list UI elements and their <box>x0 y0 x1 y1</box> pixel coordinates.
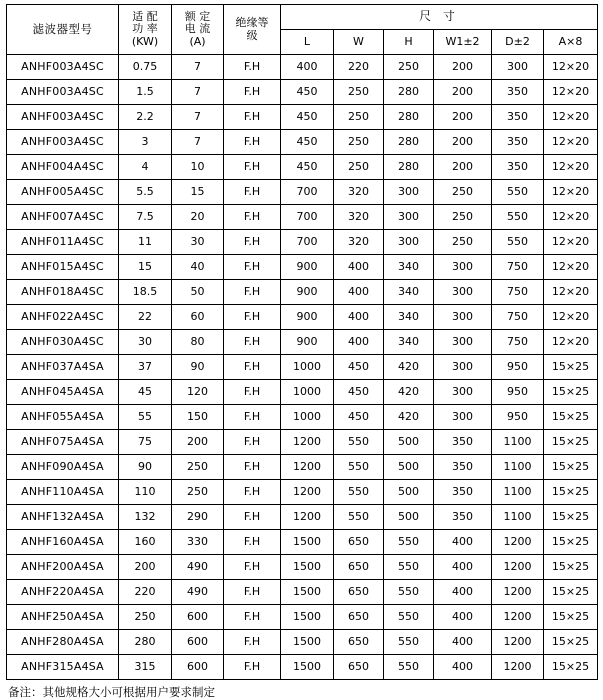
column-header-current-line1: 额 定 <box>184 9 211 23</box>
cell-length: 450 <box>281 155 334 180</box>
cell-width: 450 <box>334 405 384 430</box>
cell-a: 12×20 <box>544 180 598 205</box>
column-header-current-line2: 电 流 <box>184 22 211 36</box>
cell-a: 15×25 <box>544 455 598 480</box>
cell-current: 7 <box>172 80 224 105</box>
cell-insulation: F.H <box>224 530 281 555</box>
cell-model: ANHF110A4SA <box>7 480 119 505</box>
cell-d: 350 <box>492 80 544 105</box>
column-header-current-line3: (A) <box>189 34 206 48</box>
cell-a: 12×20 <box>544 205 598 230</box>
cell-length: 1500 <box>281 655 334 680</box>
column-header-h: H <box>384 30 434 55</box>
cell-width: 650 <box>334 605 384 630</box>
cell-d: 750 <box>492 330 544 355</box>
cell-model: ANHF007A4SC <box>7 205 119 230</box>
cell-power: 75 <box>119 430 172 455</box>
cell-power: 132 <box>119 505 172 530</box>
table-row <box>7 230 598 255</box>
cell-length: 1500 <box>281 605 334 630</box>
cell-insulation: F.H <box>224 305 281 330</box>
cell-model: ANHF011A4SC <box>7 230 119 255</box>
cell-insulation: F.H <box>224 130 281 155</box>
cell-power: 1.5 <box>119 80 172 105</box>
cell-a: 15×25 <box>544 505 598 530</box>
cell-length: 1200 <box>281 455 334 480</box>
cell-model: ANHF280A4SA <box>7 630 119 655</box>
cell-model: ANHF220A4SA <box>7 580 119 605</box>
cell-height: 550 <box>384 555 434 580</box>
cell-model: ANHF003A4SC <box>7 80 119 105</box>
cell-insulation: F.H <box>224 230 281 255</box>
cell-current: 490 <box>172 580 224 605</box>
cell-power: 11 <box>119 230 172 255</box>
table-row <box>7 80 598 105</box>
cell-w1: 350 <box>434 455 492 480</box>
cell-length: 900 <box>281 280 334 305</box>
cell-a: 15×25 <box>544 655 598 680</box>
cell-width: 650 <box>334 555 384 580</box>
column-header-w1: W1±2 <box>434 30 492 55</box>
cell-a: 15×25 <box>544 530 598 555</box>
cell-current: 150 <box>172 405 224 430</box>
cell-d: 1200 <box>492 630 544 655</box>
cell-length: 1000 <box>281 380 334 405</box>
table-row <box>7 180 598 205</box>
table-row <box>7 530 598 555</box>
cell-power: 18.5 <box>119 280 172 305</box>
cell-w1: 300 <box>434 405 492 430</box>
cell-a: 12×20 <box>544 280 598 305</box>
cell-d: 550 <box>492 180 544 205</box>
cell-d: 1200 <box>492 605 544 630</box>
cell-model: ANHF315A4SA <box>7 655 119 680</box>
cell-insulation: F.H <box>224 405 281 430</box>
cell-a: 12×20 <box>544 105 598 130</box>
cell-current: 20 <box>172 205 224 230</box>
cell-a: 12×20 <box>544 255 598 280</box>
cell-power: 280 <box>119 630 172 655</box>
cell-current: 10 <box>172 155 224 180</box>
cell-d: 550 <box>492 205 544 230</box>
cell-width: 250 <box>334 105 384 130</box>
table-row <box>7 380 598 405</box>
cell-insulation: F.H <box>224 480 281 505</box>
cell-insulation: F.H <box>224 205 281 230</box>
cell-d: 750 <box>492 280 544 305</box>
cell-model: ANHF250A4SA <box>7 605 119 630</box>
cell-w1: 300 <box>434 255 492 280</box>
cell-d: 1200 <box>492 555 544 580</box>
cell-w1: 400 <box>434 630 492 655</box>
cell-width: 650 <box>334 630 384 655</box>
cell-d: 1100 <box>492 480 544 505</box>
cell-height: 280 <box>384 155 434 180</box>
table-row <box>7 255 598 280</box>
cell-current: 15 <box>172 180 224 205</box>
cell-a: 12×20 <box>544 330 598 355</box>
cell-w1: 400 <box>434 555 492 580</box>
cell-insulation: F.H <box>224 555 281 580</box>
cell-current: 60 <box>172 305 224 330</box>
cell-length: 1000 <box>281 355 334 380</box>
cell-a: 15×25 <box>544 580 598 605</box>
cell-w1: 200 <box>434 80 492 105</box>
cell-length: 1500 <box>281 630 334 655</box>
cell-length: 450 <box>281 130 334 155</box>
cell-height: 300 <box>384 230 434 255</box>
column-header-d: D±2 <box>492 30 544 55</box>
cell-power: 250 <box>119 605 172 630</box>
column-header-insulation <box>224 5 281 55</box>
cell-insulation: F.H <box>224 155 281 180</box>
cell-power: 0.75 <box>119 55 172 80</box>
cell-width: 250 <box>334 80 384 105</box>
cell-length: 1200 <box>281 430 334 455</box>
cell-w1: 350 <box>434 480 492 505</box>
cell-w1: 250 <box>434 205 492 230</box>
filter-spec-table <box>6 4 598 680</box>
cell-d: 950 <box>492 380 544 405</box>
cell-height: 420 <box>384 380 434 405</box>
cell-a: 12×20 <box>544 55 598 80</box>
cell-width: 320 <box>334 180 384 205</box>
cell-model: ANHF018A4SC <box>7 280 119 305</box>
cell-height: 250 <box>384 55 434 80</box>
cell-current: 7 <box>172 55 224 80</box>
cell-current: 600 <box>172 605 224 630</box>
cell-current: 250 <box>172 455 224 480</box>
cell-model: ANHF022A4SC <box>7 305 119 330</box>
cell-w1: 300 <box>434 330 492 355</box>
cell-a: 15×25 <box>544 355 598 380</box>
cell-power: 110 <box>119 480 172 505</box>
cell-w1: 300 <box>434 280 492 305</box>
cell-current: 80 <box>172 330 224 355</box>
cell-length: 900 <box>281 255 334 280</box>
cell-insulation: F.H <box>224 655 281 680</box>
table-row <box>7 455 598 480</box>
cell-w1: 200 <box>434 130 492 155</box>
cell-height: 340 <box>384 255 434 280</box>
cell-current: 90 <box>172 355 224 380</box>
cell-height: 280 <box>384 80 434 105</box>
table-row <box>7 405 598 430</box>
cell-length: 1000 <box>281 405 334 430</box>
table-row <box>7 280 598 305</box>
cell-a: 15×25 <box>544 555 598 580</box>
cell-model: ANHF045A4SA <box>7 380 119 405</box>
cell-power: 220 <box>119 580 172 605</box>
cell-d: 1200 <box>492 530 544 555</box>
cell-power: 30 <box>119 330 172 355</box>
cell-insulation: F.H <box>224 430 281 455</box>
table-row <box>7 155 598 180</box>
cell-height: 550 <box>384 655 434 680</box>
table-row <box>7 655 598 680</box>
cell-current: 600 <box>172 655 224 680</box>
cell-w1: 250 <box>434 180 492 205</box>
cell-power: 22 <box>119 305 172 330</box>
cell-a: 12×20 <box>544 80 598 105</box>
table-body <box>7 55 598 680</box>
cell-height: 280 <box>384 105 434 130</box>
cell-power: 7.5 <box>119 205 172 230</box>
cell-a: 15×25 <box>544 480 598 505</box>
cell-length: 450 <box>281 105 334 130</box>
cell-w1: 250 <box>434 230 492 255</box>
cell-insulation: F.H <box>224 380 281 405</box>
cell-length: 1200 <box>281 505 334 530</box>
cell-current: 40 <box>172 255 224 280</box>
cell-a: 12×20 <box>544 305 598 330</box>
table-row <box>7 105 598 130</box>
cell-d: 950 <box>492 355 544 380</box>
cell-model: ANHF003A4SC <box>7 55 119 80</box>
table-row <box>7 505 598 530</box>
cell-w1: 300 <box>434 305 492 330</box>
column-header-insulation-line2: 级 <box>246 28 258 42</box>
cell-d: 550 <box>492 230 544 255</box>
cell-power: 160 <box>119 530 172 555</box>
cell-current: 30 <box>172 230 224 255</box>
cell-current: 200 <box>172 430 224 455</box>
cell-model: ANHF015A4SC <box>7 255 119 280</box>
column-header-power-line1: 适 配 <box>132 9 158 23</box>
cell-a: 12×20 <box>544 230 598 255</box>
column-header-power-line2: 功 率 <box>132 22 158 36</box>
cell-power: 2.2 <box>119 105 172 130</box>
cell-length: 700 <box>281 230 334 255</box>
cell-d: 1100 <box>492 430 544 455</box>
cell-height: 280 <box>384 130 434 155</box>
cell-power: 37 <box>119 355 172 380</box>
cell-length: 1500 <box>281 530 334 555</box>
cell-power: 3 <box>119 130 172 155</box>
cell-insulation: F.H <box>224 255 281 280</box>
table-row <box>7 305 598 330</box>
cell-insulation: F.H <box>224 580 281 605</box>
column-header-model: 滤波器型号 <box>7 5 119 55</box>
cell-model: ANHF005A4SC <box>7 180 119 205</box>
cell-length: 1200 <box>281 480 334 505</box>
cell-power: 45 <box>119 380 172 405</box>
cell-length: 1500 <box>281 555 334 580</box>
cell-current: 490 <box>172 555 224 580</box>
cell-w1: 200 <box>434 105 492 130</box>
cell-current: 250 <box>172 480 224 505</box>
cell-width: 320 <box>334 205 384 230</box>
cell-width: 400 <box>334 255 384 280</box>
cell-power: 55 <box>119 405 172 430</box>
cell-w1: 400 <box>434 655 492 680</box>
cell-a: 12×20 <box>544 130 598 155</box>
column-header-w: W <box>334 30 384 55</box>
cell-insulation: F.H <box>224 455 281 480</box>
table-row <box>7 605 598 630</box>
cell-width: 250 <box>334 130 384 155</box>
cell-a: 12×20 <box>544 155 598 180</box>
cell-a: 15×25 <box>544 430 598 455</box>
cell-insulation: F.H <box>224 630 281 655</box>
cell-width: 220 <box>334 55 384 80</box>
cell-width: 650 <box>334 655 384 680</box>
cell-width: 450 <box>334 380 384 405</box>
table-row <box>7 555 598 580</box>
cell-model: ANHF200A4SA <box>7 555 119 580</box>
cell-height: 550 <box>384 530 434 555</box>
cell-insulation: F.H <box>224 105 281 130</box>
cell-d: 1100 <box>492 505 544 530</box>
table-row <box>7 55 598 80</box>
footer-note: 备注：其他规格大小可根据用户要求制定 <box>8 685 215 699</box>
cell-insulation: F.H <box>224 180 281 205</box>
cell-power: 90 <box>119 455 172 480</box>
cell-current: 50 <box>172 280 224 305</box>
cell-d: 350 <box>492 155 544 180</box>
cell-model: ANHF037A4SA <box>7 355 119 380</box>
cell-d: 1100 <box>492 455 544 480</box>
cell-d: 1200 <box>492 655 544 680</box>
table-row <box>7 480 598 505</box>
cell-d: 1200 <box>492 580 544 605</box>
column-header-power-line3: (KW) <box>131 34 159 48</box>
cell-height: 340 <box>384 305 434 330</box>
cell-model: ANHF004A4SC <box>7 155 119 180</box>
cell-width: 550 <box>334 455 384 480</box>
cell-power: 315 <box>119 655 172 680</box>
cell-insulation: F.H <box>224 55 281 80</box>
cell-current: 600 <box>172 630 224 655</box>
cell-a: 15×25 <box>544 380 598 405</box>
cell-height: 300 <box>384 205 434 230</box>
table-header <box>7 5 598 55</box>
cell-w1: 400 <box>434 605 492 630</box>
table-row <box>7 430 598 455</box>
cell-length: 1500 <box>281 580 334 605</box>
cell-a: 15×25 <box>544 630 598 655</box>
table-row <box>7 330 598 355</box>
cell-height: 550 <box>384 630 434 655</box>
cell-w1: 300 <box>434 380 492 405</box>
column-header-l: L <box>281 30 334 55</box>
cell-insulation: F.H <box>224 280 281 305</box>
cell-d: 350 <box>492 130 544 155</box>
cell-height: 500 <box>384 455 434 480</box>
cell-power: 4 <box>119 155 172 180</box>
cell-height: 420 <box>384 405 434 430</box>
cell-width: 400 <box>334 330 384 355</box>
cell-current: 120 <box>172 380 224 405</box>
column-header-dimensions: 尺 寸 <box>281 5 598 30</box>
column-header-current <box>172 5 224 55</box>
cell-insulation: F.H <box>224 605 281 630</box>
cell-height: 500 <box>384 505 434 530</box>
cell-length: 900 <box>281 305 334 330</box>
cell-power: 200 <box>119 555 172 580</box>
cell-power: 5.5 <box>119 180 172 205</box>
cell-width: 650 <box>334 530 384 555</box>
cell-model: ANHF075A4SA <box>7 430 119 455</box>
table-row <box>7 130 598 155</box>
column-header-insulation-line1: 绝缘等 <box>235 15 269 29</box>
cell-length: 450 <box>281 80 334 105</box>
cell-height: 420 <box>384 355 434 380</box>
cell-model: ANHF003A4SC <box>7 105 119 130</box>
cell-height: 500 <box>384 480 434 505</box>
cell-w1: 350 <box>434 505 492 530</box>
cell-w1: 300 <box>434 355 492 380</box>
cell-current: 290 <box>172 505 224 530</box>
cell-height: 550 <box>384 580 434 605</box>
cell-current: 7 <box>172 130 224 155</box>
cell-length: 700 <box>281 205 334 230</box>
cell-d: 350 <box>492 105 544 130</box>
cell-model: ANHF003A4SC <box>7 130 119 155</box>
cell-height: 300 <box>384 180 434 205</box>
cell-d: 300 <box>492 55 544 80</box>
cell-height: 500 <box>384 430 434 455</box>
column-header-power <box>119 5 172 55</box>
cell-d: 750 <box>492 255 544 280</box>
cell-w1: 350 <box>434 430 492 455</box>
cell-insulation: F.H <box>224 505 281 530</box>
cell-w1: 200 <box>434 55 492 80</box>
cell-height: 340 <box>384 330 434 355</box>
table-row <box>7 205 598 230</box>
cell-d: 750 <box>492 305 544 330</box>
cell-insulation: F.H <box>224 330 281 355</box>
cell-width: 400 <box>334 280 384 305</box>
cell-width: 400 <box>334 305 384 330</box>
cell-width: 550 <box>334 430 384 455</box>
cell-length: 900 <box>281 330 334 355</box>
cell-height: 550 <box>384 605 434 630</box>
cell-model: ANHF090A4SA <box>7 455 119 480</box>
cell-width: 450 <box>334 355 384 380</box>
cell-model: ANHF132A4SA <box>7 505 119 530</box>
cell-height: 340 <box>384 280 434 305</box>
cell-width: 320 <box>334 230 384 255</box>
table-row <box>7 355 598 380</box>
cell-power: 15 <box>119 255 172 280</box>
cell-w1: 400 <box>434 580 492 605</box>
cell-width: 650 <box>334 580 384 605</box>
cell-insulation: F.H <box>224 80 281 105</box>
cell-d: 950 <box>492 405 544 430</box>
cell-length: 700 <box>281 180 334 205</box>
cell-a: 15×25 <box>544 605 598 630</box>
cell-length: 400 <box>281 55 334 80</box>
table-row <box>7 630 598 655</box>
cell-width: 250 <box>334 155 384 180</box>
cell-model: ANHF030A4SC <box>7 330 119 355</box>
cell-current: 330 <box>172 530 224 555</box>
table-row <box>7 580 598 605</box>
cell-current: 7 <box>172 105 224 130</box>
cell-model: ANHF055A4SA <box>7 405 119 430</box>
cell-w1: 400 <box>434 530 492 555</box>
cell-width: 550 <box>334 480 384 505</box>
cell-width: 550 <box>334 505 384 530</box>
column-header-a: A×8 <box>544 30 598 55</box>
cell-insulation: F.H <box>224 355 281 380</box>
cell-w1: 200 <box>434 155 492 180</box>
table-header-row-1 <box>7 5 598 30</box>
cell-model: ANHF160A4SA <box>7 530 119 555</box>
cell-a: 15×25 <box>544 405 598 430</box>
